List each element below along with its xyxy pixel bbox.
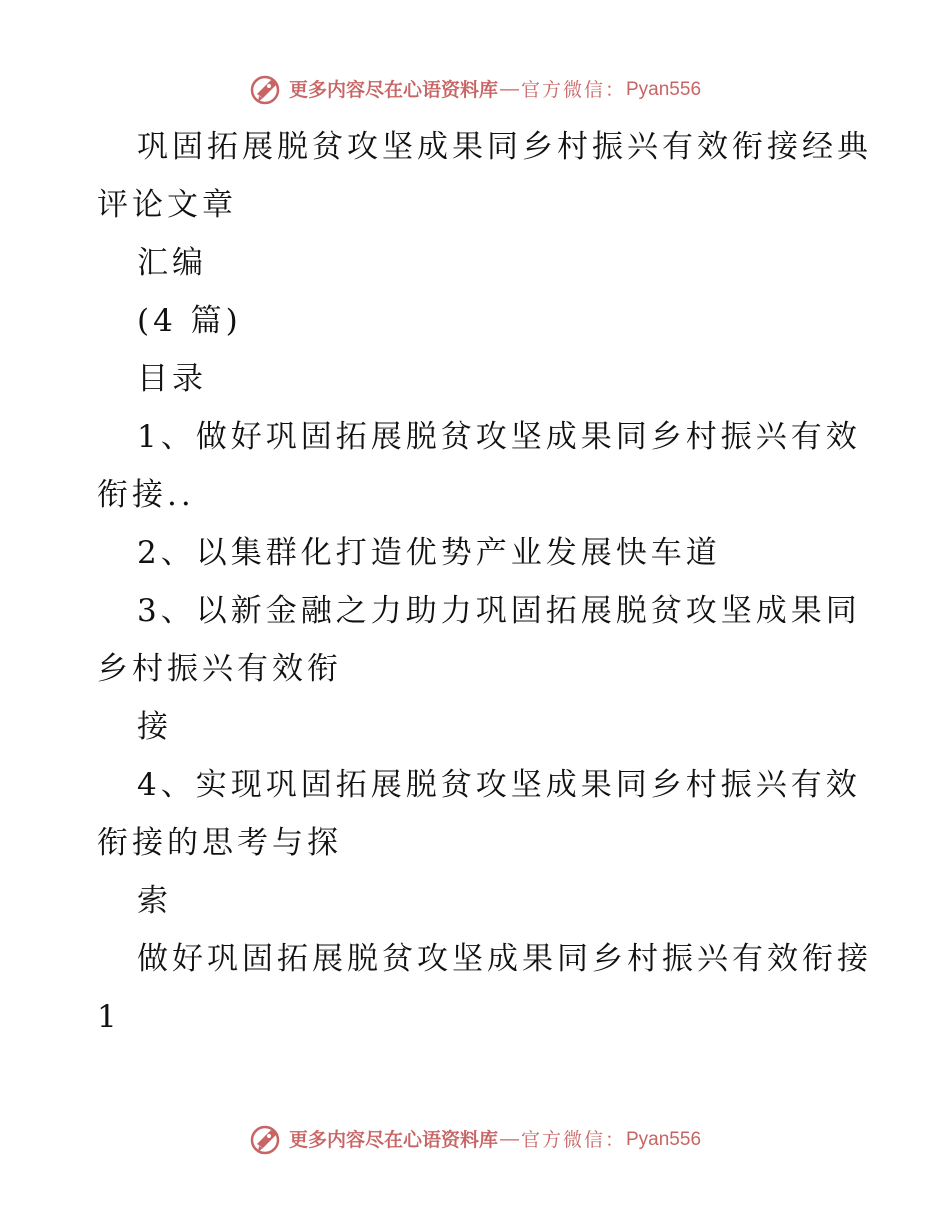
watermark-subtitle: 官方微信： bbox=[520, 79, 626, 101]
toc-item-3-cont: 乡村振兴有效衔 bbox=[97, 651, 342, 687]
section-heading: 做好巩固拓展脱贫攻坚成果同乡村振兴有效衔接 bbox=[137, 941, 872, 977]
title-line-1: 巩固拓展脱贫攻坚成果同乡村振兴有效衔接经典 bbox=[137, 129, 872, 165]
toc-item-3: 3、以新金融之力助力巩固拓展脱贫攻坚成果同 bbox=[137, 593, 861, 629]
section-number: 1 bbox=[97, 999, 121, 1035]
toc-heading: 目录 bbox=[137, 361, 207, 397]
title-line-2: 评论文章 bbox=[97, 187, 237, 223]
watermark-wechat-id: Pyan556 bbox=[626, 79, 702, 100]
pen-nib-logo-icon bbox=[249, 1122, 285, 1158]
toc-item-4-cont: 衔接的思考与探 bbox=[97, 825, 342, 861]
watermark-subtitle: 官方微信： bbox=[520, 1129, 626, 1151]
watermark-dash: — bbox=[499, 1129, 519, 1150]
watermark-dash: — bbox=[499, 79, 519, 100]
toc-item-4: 4、实现巩固拓展脱贫攻坚成果同乡村振兴有效 bbox=[137, 767, 861, 803]
watermark-brand: 更多内容尽在心语资料库 bbox=[288, 79, 498, 101]
footer-watermark bbox=[0, 1120, 950, 1160]
article-count: (4 篇) bbox=[137, 303, 242, 339]
watermark-brand: 更多内容尽在心语资料库 bbox=[288, 1129, 498, 1151]
toc-item-4-cont-2: 索 bbox=[137, 883, 172, 919]
pen-nib-logo-icon bbox=[249, 72, 285, 108]
toc-item-1: 1、做好巩固拓展脱贫攻坚成果同乡村振兴有效 bbox=[137, 419, 861, 455]
toc-item-2: 2、以集群化打造优势产业发展快车道 bbox=[137, 535, 721, 571]
document-body bbox=[97, 118, 872, 1046]
watermark-wechat-id: Pyan556 bbox=[626, 1129, 702, 1150]
header-watermark bbox=[0, 70, 950, 110]
title-line-3: 汇编 bbox=[137, 245, 207, 281]
toc-item-1-cont: 衔接.. bbox=[97, 477, 195, 513]
toc-item-3-cont-2: 接 bbox=[137, 709, 172, 745]
